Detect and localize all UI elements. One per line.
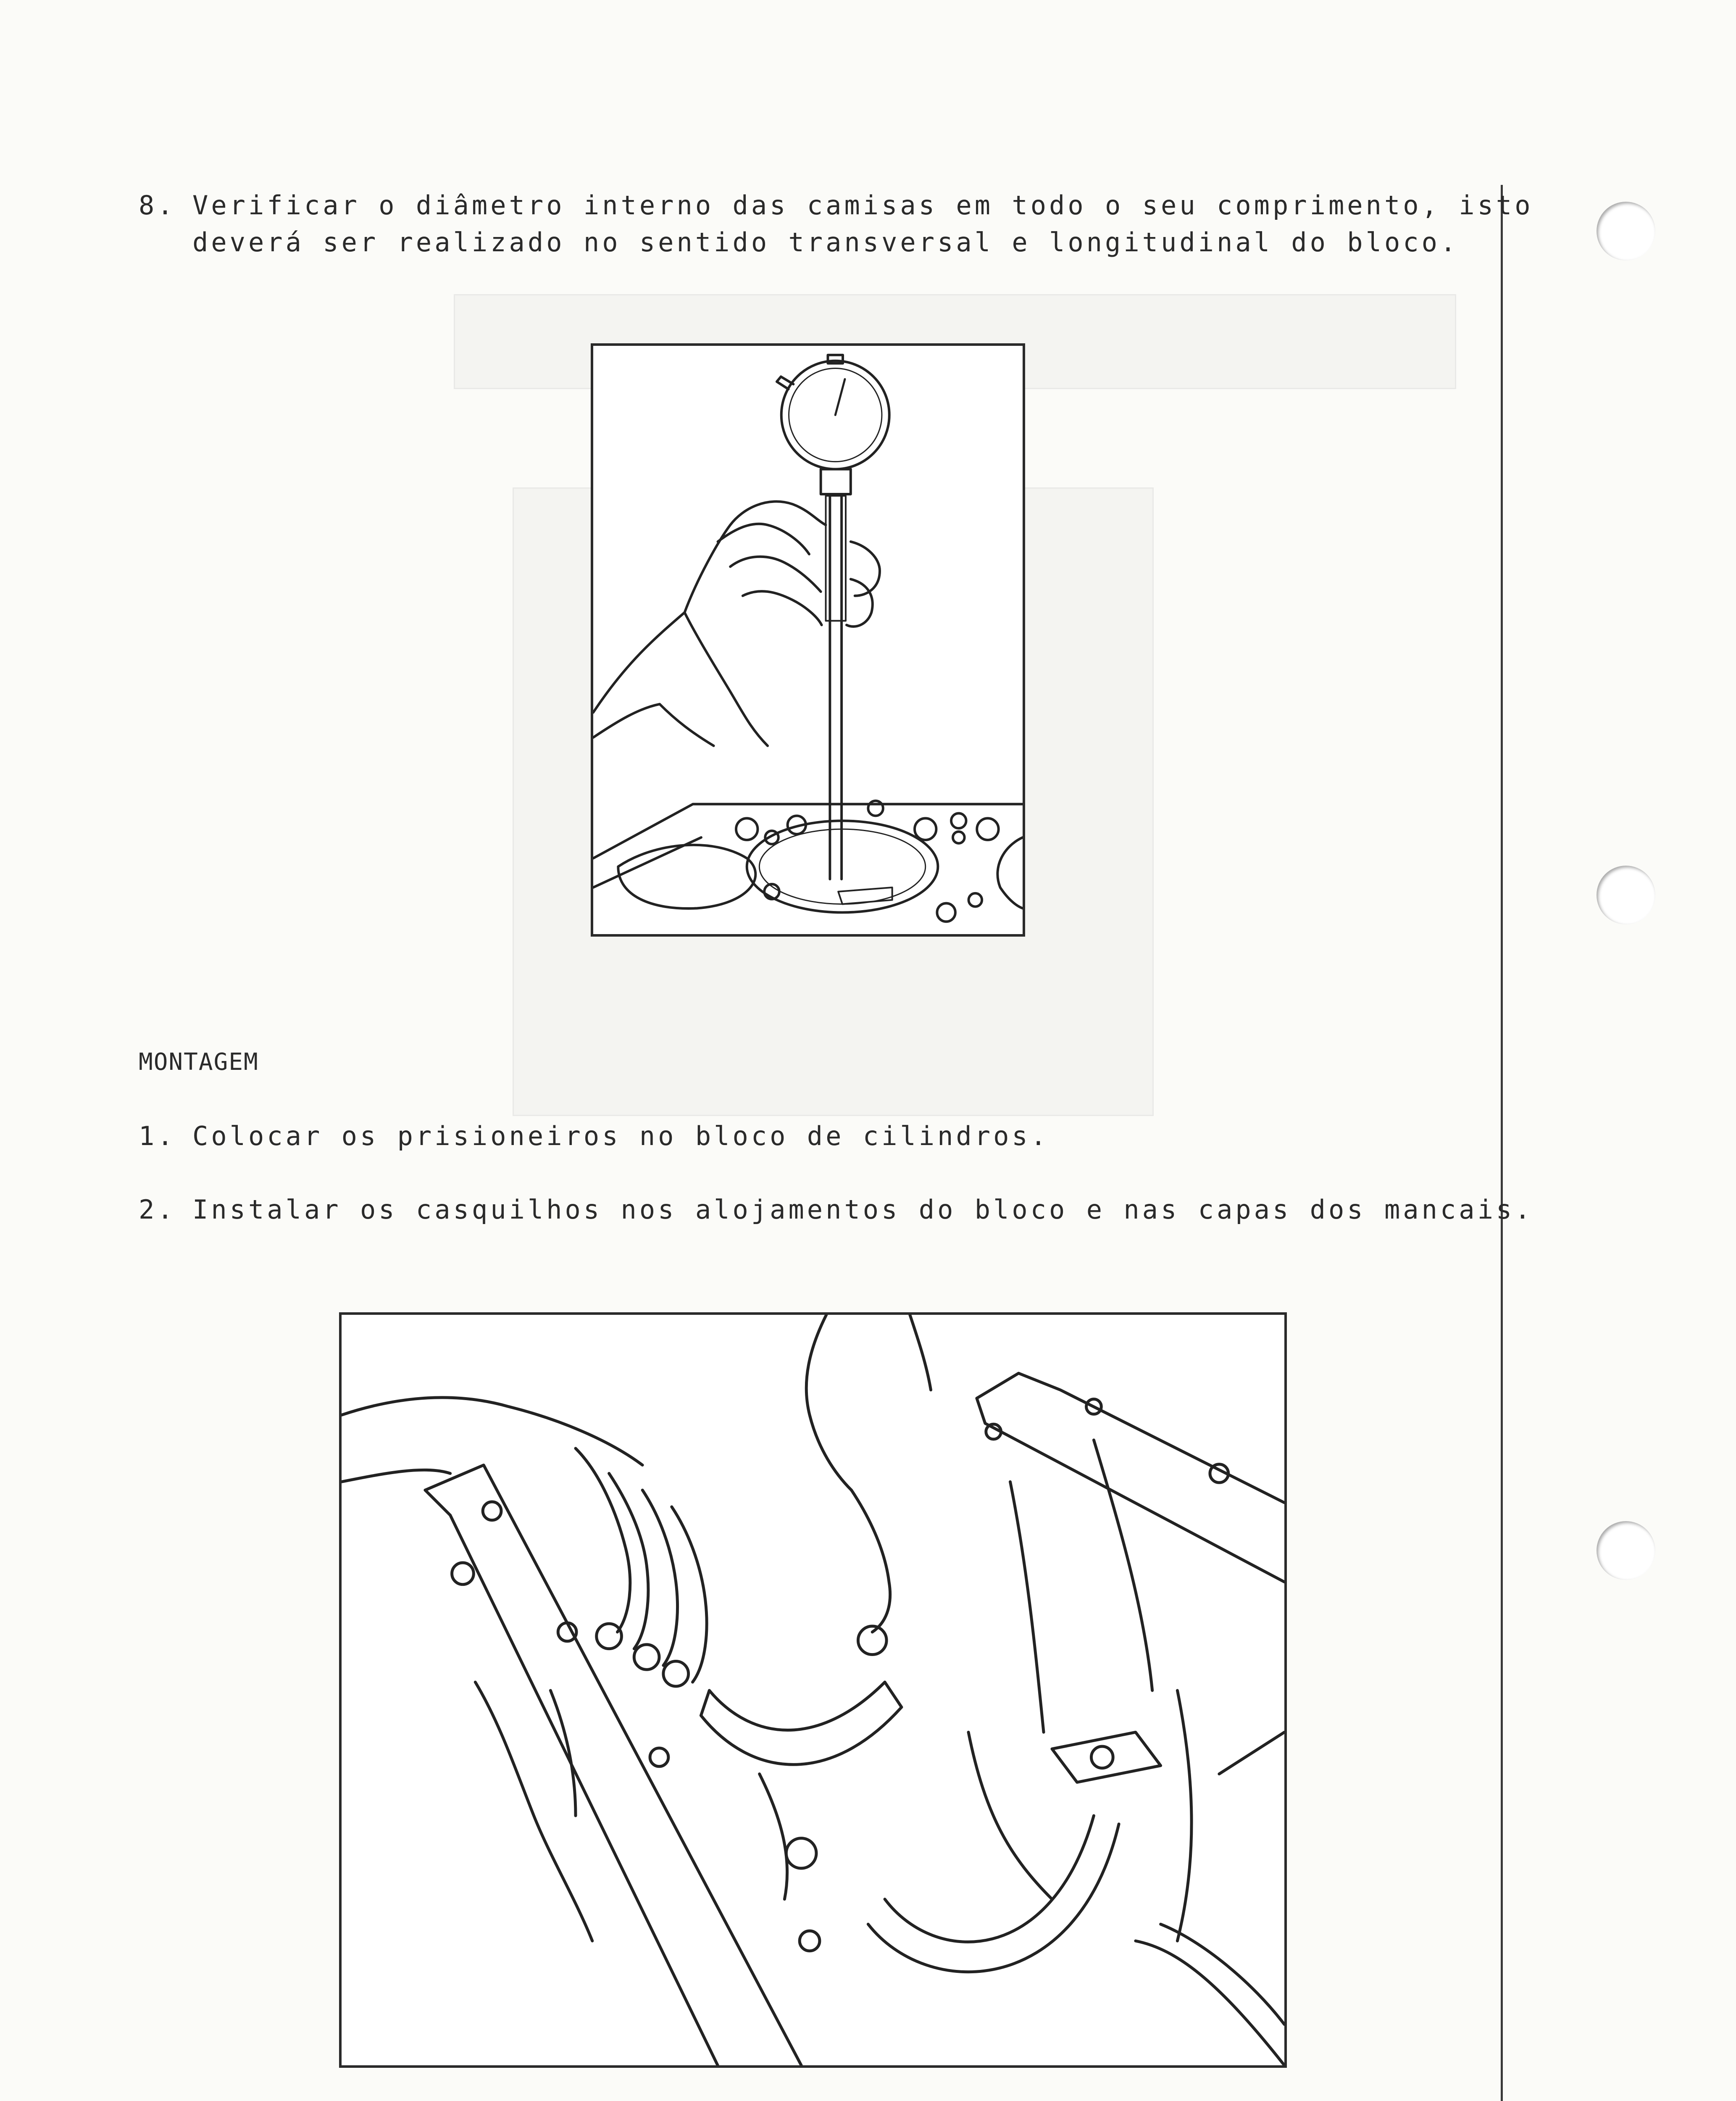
step-text-line-2: deverá ser realizado no sentido transversal e longitudinal do bloco. xyxy=(192,227,1459,258)
bore-gauge-illustration xyxy=(593,346,1023,934)
bearing-shell-illustration xyxy=(342,1315,1284,2065)
figure-bore-gauge xyxy=(591,343,1025,937)
margin-rule xyxy=(1501,185,1503,2101)
binder-hole-mid-upper xyxy=(1597,866,1655,924)
step-number: 8. xyxy=(139,190,176,221)
step-text: Colocar os prisioneiros no bloco de cilindros. xyxy=(192,1121,1049,1151)
binder-hole-top xyxy=(1597,202,1655,261)
step-text: Instalar os casquilhos nos alojamentos do bloco e nas capas dos mancais. xyxy=(192,1194,1533,1225)
binder-hole-mid-lower xyxy=(1597,1521,1655,1580)
step-number: 1. xyxy=(139,1121,176,1151)
step-1 xyxy=(139,1118,1049,1155)
step-number: 2. xyxy=(139,1194,176,1225)
figure-bearing-shells xyxy=(339,1312,1287,2068)
step-2 xyxy=(139,1191,1533,1228)
section-heading-montagem: MONTAGEM xyxy=(139,1048,259,1076)
step-text-line-1: Verificar o diâmetro interno das camisas em todo o seu comprimento, isto xyxy=(192,190,1533,221)
step-8 xyxy=(139,187,1533,261)
